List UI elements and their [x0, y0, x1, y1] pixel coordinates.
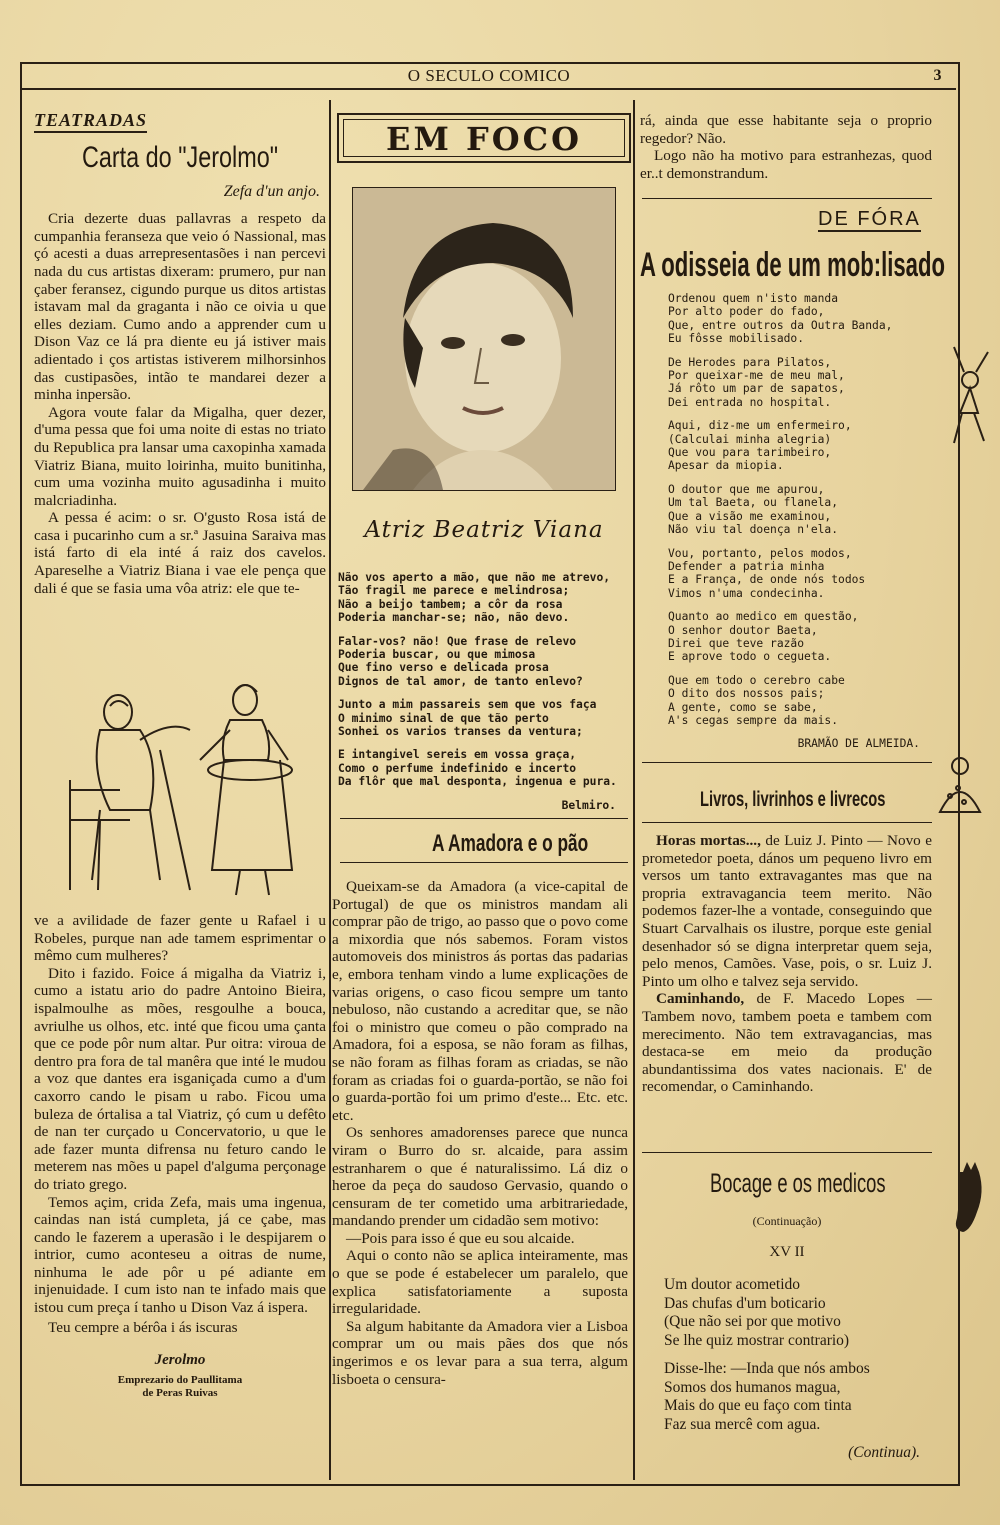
paragraph: Dito i fazido. Foice á migalha da Viatriz i, cumo a istatu ario do padre Antoino Bieira, ispalmoulhe as mões, resgoulhe a bouca, avriulhe us olhos, etc. inté que ficou uma çanta que ce pode pôr num altar. Pur oitra: viroua de dentro pra fora de tal manêra que inté le mudou a voz que dantes era isganiçada cumo a d'um caxorro cando le pisam u rabo. Ficou uma buleza de órtalisa a tal Viatriz, çó cum u defêto de nan ter curçado u Concervatorio, u que le ade fazer munta difrensa nu feturo cando le meterem nas mões u papel d'alguma perçonage do triato grego.: [34, 964, 326, 1193]
paragraph: rá, ainda que esse habitante seja o proprio regedor? Não.: [640, 112, 932, 147]
divider: [340, 818, 628, 819]
verse-line: Faz sua mercê com agua.: [664, 1415, 821, 1433]
verse-line: Vimos n'uma condecinha.: [668, 586, 825, 600]
verse-line: O dito dos nossos pais;: [668, 687, 825, 701]
photo-caption: Atriz Beatriz Viana: [364, 517, 604, 543]
verse-line: Dei entrada no hospital.: [668, 395, 832, 409]
actress-portrait-photo: [352, 187, 616, 491]
verse-line: Da flôr que mal desponta, ingenua e pura.: [338, 775, 617, 789]
dedication: Zefa d'un anjo.: [223, 182, 320, 200]
em-foco-banner: EM FOCO: [337, 113, 631, 163]
continuation-note: (Continuação): [752, 1214, 822, 1228]
verse-line: Não vos aperto a mão, que não me atrevo,: [338, 571, 611, 584]
verse-line: Somos dos humanos magua,: [664, 1378, 841, 1396]
article-title-amadora: A Amadora e o pão: [432, 830, 589, 857]
bocage-poem: [664, 1276, 934, 1463]
verse-line: Quanto ao medico em questão,: [668, 610, 859, 624]
page-header: [22, 64, 956, 90]
verse-line: Defender a patria minha: [668, 559, 825, 573]
verse-line: O doutor que me apurou,: [668, 482, 825, 496]
column-rule-left: [329, 100, 331, 1480]
verse-line: Por queixar-me de meu mal,: [668, 369, 845, 383]
paragraph: Os senhores amadorenses parece que nunca viram o Burro do sr. alcaide, para assim estranharem o que é naturalissimo. Lá diz o heroe da peça do saudoso Gervasio, quando o censuram de ter cometido uma arbitrariedade, mandando prender um cidadão sem motivo:: [332, 1124, 628, 1230]
right-column-continuation: [640, 112, 932, 182]
book-review-text: de Luiz J. Pinto — Novo e prometedor poeta, dános um pequeno livro em versos um tanto extravagantes mas que na propria extravagancia teem merito. Não podemos fazer-lhe a vontade, conseguindo que Stuart Carvalhais os ilustre, porque este genial desenhador só se digna interpretar quem seja, pelo menos, Camões. Vase, pois, o sr. Luiz J. Pinto um olho e talvez seja servido.: [642, 832, 933, 990]
verse-line: Não a beijo tambem; a côr da rosa: [338, 597, 563, 611]
jester-doodle: [940, 340, 996, 450]
verse-line: De Herodes para Pilatos,: [668, 355, 832, 369]
section-kicker: TEATRADAS: [34, 112, 147, 133]
continua-note: (Continua).: [848, 1444, 920, 1461]
left-column: [34, 112, 326, 597]
book-review-text: de F. Macedo Lopes —Tambem novo, tambem poeta e tambem com merecimento. Não tem extravagancias, mas destaca-se em meio da produção abundantissima dos vates nacionais. E' de recomendar, o Caminhando.: [642, 990, 932, 1096]
article-title-carta: Carta do "Jerolmo": [81, 140, 279, 174]
verse-line: A's cegas sempre da mais.: [668, 713, 839, 727]
divider: [340, 862, 628, 863]
paragraph: Queixam-se da Amadora (a vice-capital de Portugal) de que os ministros mandam ali comprar pão de trigo, ao passo que o povo come a mixordia que nós sabemos. Foram vistos automoveis dos ministros ás portas das padarias e, embora tenham vindo a lume explicações de varias origens, o caso ficou sempre um tanto nebuloso, não custando a acreditar que, se não foi o ministro que comeu o pão comprado na Amadora, foi a esposa, se não foram as filhas, se não foram as filhas foram as criadas, se não foram as criadas foi o guarda-portão, se não foi o guarda-portão foi um primo d'este... Etc. etc. etc.: [332, 878, 628, 1124]
poem-author: Belmiro.: [561, 798, 616, 812]
paragraph: Temos açim, crida Zefa, mais uma ingenua, caindas nan istá cumpleta, já ce çabe, mas cando le fazerem a uperasão i le despijarem o intrior, cumo aconteseu a oitras de nume, ninhuma le ade pôr u pé adiante em injenuidade. I cum isto nan te infado mais que istou cum preça í tanho u Dison Vaz á ispera.: [34, 1193, 326, 1317]
verse-line: Não viu tal doença n'ela.: [668, 523, 839, 537]
odisseia-poem: [668, 292, 930, 751]
paragraph: Aqui o conto não se aplica inteiramente, mas o que se pode é estabelecer um paralelo, que explica satisfatoriamente a suposta irregularidade.: [332, 1247, 628, 1318]
verse-line: Que fino verso e delicada prosa: [338, 661, 549, 675]
verse-line: Que a visão me examinou,: [668, 509, 832, 523]
cartoon-illustration: [40, 670, 320, 910]
section-de-fora: DE FÓRA: [818, 208, 921, 230]
closing-line: Teu cempre a bérôa i ás iscuras: [48, 1318, 238, 1336]
verse-line: Como o perfume indefinido e incerto: [338, 761, 577, 775]
verse-line: O minimo sinal de que tão perto: [338, 711, 549, 725]
book-title: Caminhando,: [656, 990, 745, 1008]
verse-line: Por alto poder do fado,: [668, 305, 825, 319]
verse-line: Se lhe quiz mostrar contrario): [664, 1331, 850, 1349]
book-reviews: [642, 832, 932, 1096]
verse-line: Um tal Baeta, ou flanela,: [668, 496, 839, 510]
divider: [642, 1152, 932, 1153]
verse-line: Apesar da miopia.: [668, 459, 784, 473]
verse-line: Direi que teve razão: [668, 636, 805, 650]
verse-line: E aprove todo o cegueta.: [668, 650, 832, 664]
verse-line: Poderia buscar, ou que mimosa: [338, 648, 536, 662]
paragraph: A pessa é acim: o sr. O'gusto Rosa istá de casa i pucarinho cum a sr.ª Jasuina Saraiva mas istá farto di ela inté á raiz dos cavelos. Apareselhe a Viatriz Biana i vae ele pença que dali é que se fasia uma vôa atriz: ele que te-: [34, 509, 326, 597]
page-number: 3: [933, 67, 942, 84]
verse-line: Eu fôsse mobilisado.: [668, 332, 805, 346]
divider: [642, 198, 932, 199]
section-number: XV II: [769, 1244, 805, 1260]
verse-line: Disse-lhe: —Inda que nós ambos: [664, 1360, 870, 1377]
verse-line: Das chufas d'um boticario: [664, 1294, 826, 1312]
verse-line: (Que não sei por que motivo: [664, 1313, 841, 1330]
verse-line: E a França, de onde nós todos: [668, 573, 866, 587]
paragraph: —Pois para isso é que eu sou alcaide.: [346, 1229, 575, 1247]
signature-role: Emprezario do Paullitama: [117, 1373, 243, 1386]
poem-title-odisseia: A odisseia de um mob:lisado: [640, 246, 945, 284]
poem-author: BRAMÃO DE ALMEIDA.: [797, 737, 920, 751]
signature-role: de Peras Ruivas: [142, 1386, 218, 1399]
section-title-bocage: Bocage e os medicos: [710, 1168, 886, 1198]
paragraph: Cria dezerte duas pallavras a respeto da cumpanhia feranseza que veio ó Nassional, mas çó acesti a duas arrepresentasões i nan percevi nada du cus artistas dixeram: prumero, pur nan çaber feransez, cigundo purque us ditos artistas istavam mal da graganta i não ce oivia u que elles deziam. Cumo ando a apprender cum u Dison Vaz ce lá pra diente eu já istiver mais adientado i ços artistas istiverem milhorsinhos das custipasões, intão te mandarei dezer a minha inpersão.: [34, 210, 326, 404]
verse-line: A gente, como se sabe,: [668, 700, 818, 714]
section-title-livros: Livros, livrinhos e livrecos: [700, 788, 886, 811]
verse-line: Que em todo o cerebro cabe: [668, 673, 845, 687]
verse-line: E intangivel sereis em vossa graça,: [338, 748, 577, 762]
verse-line: Já rôto um par de sapatos,: [668, 382, 845, 396]
verse-line: Dignos de tal amor, de tanto enlevo?: [338, 674, 583, 688]
verse-line: Um doutor acometido: [664, 1276, 801, 1293]
poem-block: [338, 571, 628, 812]
left-column-continued: [34, 912, 326, 1400]
signature: Jerolmo: [154, 1352, 206, 1369]
newspaper-title: O SECULO COMICO: [407, 66, 571, 85]
book-title: Horas mortas...,: [656, 832, 761, 849]
verse-line: (Calculai minha alegria): [668, 432, 832, 446]
verse-line: Tão fragil me parece e melindrosa;: [338, 584, 570, 598]
verse-line: Que, entre outros da Outra Banda,: [668, 318, 893, 332]
verse-line: Junto a mim passareis sem que vos faça: [338, 698, 597, 712]
paragraph: Agora voute falar da Migalha, quer dezer, d'uma pessa que foi uma noite di estas no triato du Republica pra lansar uma caxopinha xamada Viatriz Biana, muito loirinha, muito bunitinha, cum uma vozinha muito agusadinha i muito malcriadinha.: [34, 403, 326, 509]
verse-line: Ordenou quem n'isto manda: [668, 292, 839, 305]
verse-line: Poderia manchar-se; não, não devo.: [338, 611, 570, 625]
verse-line: Falar-vos? não! Que frase de relevo: [338, 634, 577, 648]
paragraph: Logo não ha motivo para estranhezas, quod er..t demonstrandum.: [640, 147, 932, 182]
paragraph: ve a avilidade de fazer gente u Rafael i u Robeles, purque nan ade tamem esprimentar o mêmo cum mulheres?: [34, 912, 326, 965]
column-rule-right: [633, 100, 635, 1480]
divider: [642, 822, 932, 823]
amadora-article: [332, 878, 628, 1388]
verse-line: Que vou para tarimbeiro,: [668, 446, 832, 460]
verse-line: O senhor doutor Baeta,: [668, 623, 818, 637]
verse-line: Sonhei os varios transes da ventura;: [338, 725, 583, 739]
verse-line: Mais do que eu faço com tinta: [664, 1397, 852, 1414]
verse-line: Vou, portanto, pelos modos,: [668, 546, 852, 560]
verse-line: Aqui, diz-me um enfermeiro,: [668, 419, 852, 433]
cat-doodle: [945, 1152, 995, 1232]
paragraph: Sa algum habitante da Amadora vier a Lisboa comprar um ou mais pães dos que nós ingerimos e os levar para a sua terra, algum lisboeta o censura-: [332, 1317, 628, 1388]
